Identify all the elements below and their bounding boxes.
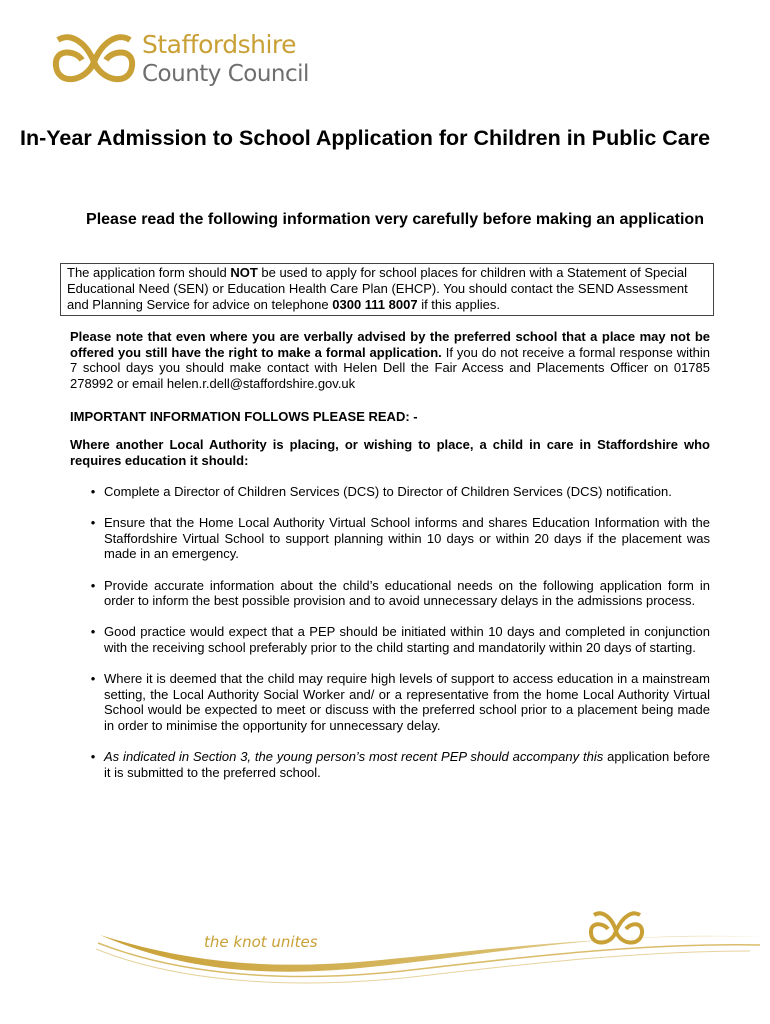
page-subtitle: Please read the following information very carefully before making an application <box>86 211 704 228</box>
bullet-icon: • <box>90 484 96 499</box>
bullet-icon: • <box>90 515 96 531</box>
list-item: • Ensure that the Home Local Authority Virtual School informs and shares Education Information with the Staffordshire Virtual School to support planning within 10 days or within 20 days if the placement was made in an emergency. <box>70 515 710 562</box>
list-item: • Where it is deemed that the child may require high levels of support to access education in a mainstream setting, the Local Authority Social Worker and/ or a representative from the home Local Authority Virtual School would be expected to meet or discuss with the preferred school prior to a placement being made in order to minimise the opportunity for unnecessary delay. <box>70 671 710 733</box>
stafford-knot-icon <box>50 32 138 90</box>
note-contact: If you do not receive a formal response within 7 school days you should make contact with Helen Dell the Fair Access and Placements Officer on 01785 278992 or email helen.r.dell@staffordshire.gov.uk <box>70 344 711 391</box>
sen-notice-box <box>60 263 714 316</box>
notice-text: if this applies. <box>417 297 500 312</box>
send-phone-number: 0300 111 8007 <box>332 297 418 312</box>
bullet-icon: • <box>90 577 96 593</box>
bullet-icon: • <box>90 671 96 687</box>
logo-line1: Staffordshire <box>142 30 297 59</box>
note-bold: Please note that even where you are verbally advised by the preferred school that a place may not be offered you still have the right to make a formal application. <box>70 329 710 360</box>
list-item: • Provide accurate information about the child’s educational needs on the following application form in order to inform the best possible provision and to avoid unnecessary delays in the admissions process. <box>70 578 710 609</box>
notice-text: be used to apply for school places for children with a Statement of Special Educational Need (SEN) or Education Health Care Plan (EHCP). You should contact the SEND Assessment and Planning Service for advice on telephone <box>67 265 688 312</box>
staffordshire-logo <box>50 26 340 96</box>
logo-line2: County Council <box>142 61 309 87</box>
requirements-list <box>70 484 710 796</box>
page-title: In-Year Admission to School Application for Children in Public Care <box>20 126 711 150</box>
list-item: • As indicated in Section 3, the young person’s most recent PEP should accompany this application before it is submitted to the preferred school. <box>70 749 710 780</box>
swoosh-graphic <box>90 905 770 985</box>
list-item: • Good practice would expect that a PEP should be initiated within 10 days and completed in conjunction with the receiving school preferably prior to the child starting and mandatorily within 20 days of starting. <box>70 624 710 655</box>
list-item: • Complete a Director of Children Services (DCS) to Director of Children Services (DCS) notification. <box>70 484 710 500</box>
footer-banner <box>90 905 770 985</box>
notice-emphasis: NOT <box>230 265 258 280</box>
notice-text: The application form should <box>67 265 231 280</box>
intro-text: Where another Local Authority is placing, or wishing to place, a child in care in Staffordshire who requires education it should: <box>70 437 710 468</box>
bullet-icon: • <box>90 624 96 640</box>
important-heading: IMPORTANT INFORMATION FOLLOWS PLEASE READ: - <box>70 409 418 424</box>
formal-application-note <box>70 329 710 391</box>
bullet-icon: • <box>90 749 96 765</box>
footer-slogan: the knot unites <box>204 933 318 951</box>
